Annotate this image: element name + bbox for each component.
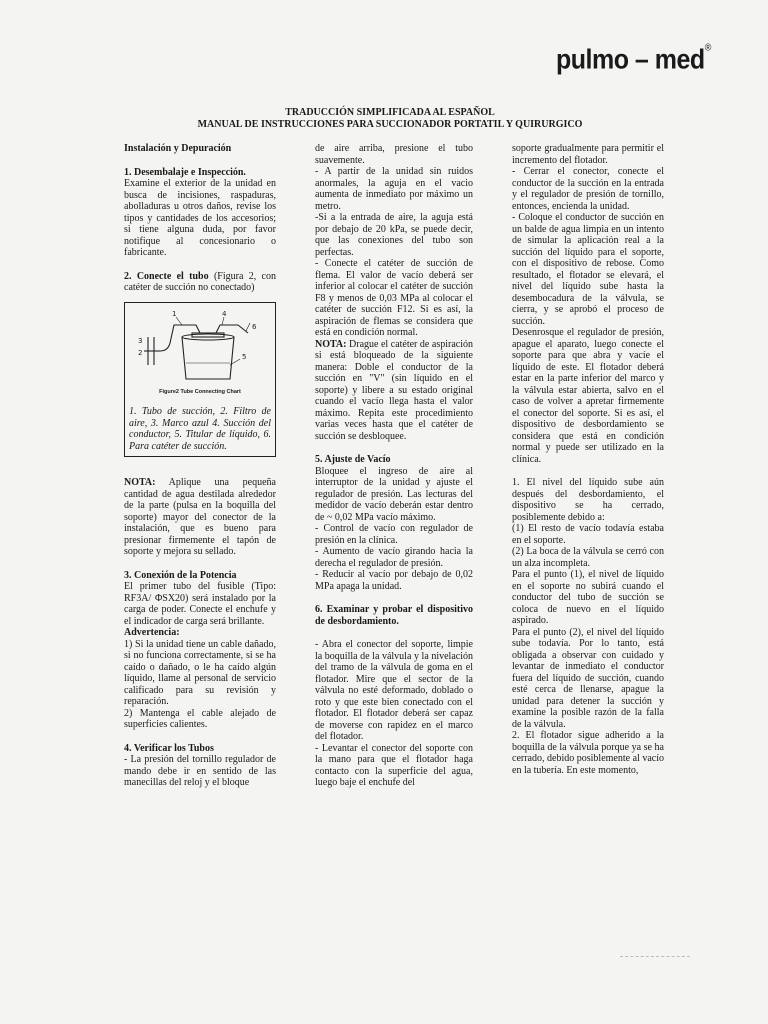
section-5-bullet-1: - Control de vacío con regulador de presión en la clínica. — [315, 523, 473, 546]
col2-para-2: - A partir de la unidad sin ruidos anormales, la aguja en el vacio aumenta de inmediato por máximo un metro. — [315, 166, 473, 212]
scan-artifact-line — [620, 956, 690, 959]
figure-legend: 1. Tubo de succión, 2. Filtro de aire, 3. Marco azul 4. Succión del conductor, 5. Titular de líquido, 6. Para catéter de succión. — [129, 406, 271, 452]
section-5-bullet-3: - Reducir al vacío por debajo de 0,02 MPa apaga la unidad. — [315, 569, 473, 592]
column-2 — [315, 143, 473, 789]
col2-note — [315, 339, 473, 443]
section-6-bullet-2: - Levantar el conector del soporte con la mano para que el flotador haga contacto con la superficie del agua, luego baje el enchufe del — [315, 742, 473, 788]
column-1 — [124, 143, 276, 789]
section-1-heading: 1. Desembalaje e Inspección. — [124, 166, 246, 178]
section-4-heading: 4. Verificar los Tubos — [124, 742, 214, 754]
title-line-1: TRADUCCIÓN SIMPLIFICADA AL ESPAÑOL — [285, 107, 495, 118]
fig-label-5: 5 — [242, 352, 247, 361]
col3-para-6: (1) El resto de vacío todavía estaba en el soporte. — [512, 523, 664, 546]
col3-para-9: Para el punto (2), el nivel del líquido sube todavía. Por lo tanto, está obligada a observar con cuidado y levantar de inmediato el conductor fuera del líquido de succión, cuando esté cerca de llenarse, apague la unidad para detener la succión y examine la posible razón de la falla de la válvula. — [512, 626, 664, 730]
brand-logo — [556, 41, 711, 76]
col2-para-4: - Conecte el catéter de succión de flema. El valor de vacío deberá ser inferior al colocar el catéter de succión F8 y menos de 0,03 MPa al colocar el catéter de succión F12. Si es así, la aspiración de flemas se considera que está en condición normal. — [315, 258, 473, 338]
fig-label-3: 3 — [138, 336, 143, 345]
col1-note-text: Aplique una pequeña cantidad de agua destilada alrededor de la parte (pulsa en la boquilla del soporte) mayor del conector de la instalación, que es bueno para presionar firmemente el tapón de soporte y mejora su sellado. — [124, 477, 276, 557]
document-title — [160, 107, 620, 131]
fig-label-2: 2 — [138, 348, 143, 357]
section-3-heading: 3. Conexión de la Potencia — [124, 569, 237, 581]
col3-para-5: 1. El nivel del líquido sube aún después del desbordamiento, el dispositivo se ha cerrado, posiblemente debido a: — [512, 477, 664, 523]
col3-para-8: Para el punto (1), el nivel de líquido en el soporte no subirá cuando el conductor del tubo de succión se coloca de nuevo en el líquido aspirado. — [512, 569, 664, 626]
section-5-text: Bloquee el ingreso de aire al interruptor de la unidad y ajuste el regulador de presión. Las lecturas del medidor de vacío deberán estar dentro de ~ 0,02 MPa vacío máximo. — [315, 465, 473, 523]
col1-note-heading: NOTA: — [124, 477, 156, 488]
warning-item-1: 1) Si la unidad tiene un cable dañado, si no funciona correctamente, si se ha caído o dañado, o le ha caído algún líquido, llame al personal de servicio calificado para su revisión y reparación. — [124, 638, 276, 707]
warning-item-2: 2) Mantenga el cable alejado de superficies calientes. — [124, 707, 276, 730]
warning-heading: Advertencia: — [124, 627, 180, 638]
section-6-heading: 6. Examinar y probar el dispositivo de desbordamiento. — [315, 604, 473, 627]
figure-caption: Figure2 Tube Connecting Chart — [159, 388, 241, 395]
col2-note-heading: NOTA: — [315, 338, 347, 350]
col2-note-text: Drague el catéter de aspiración si está bloqueado de la siguiente manera: Doble el conductor de la succión en "V" (sin líquido en el soporte) y libere a su estado original cuando el vacío llega hasta el valor máximo. Repita este procedimiento varias veces hasta que el catéter de succión se desbloquee. — [315, 338, 473, 442]
column-3 — [512, 143, 664, 776]
fig-label-4: 4 — [222, 309, 227, 318]
tube-connecting-diagram — [130, 307, 270, 385]
section-6-bullet-1: - Abra el conector del soporte, limpie la boquilla de la válvula y la nivelación del tramo de la válvula de goma en el flotador. Mire que el sector de la válvula no esté deformado, doblado o roto y que este bien conectado con el flotador. El flotador deberá ser capaz de moverse con rapidez en el marco del flotador. — [315, 639, 473, 742]
install-heading: Instalación y Depuración — [124, 143, 232, 154]
col3-para-2: - Cerrar el conector, conecte el conductor de la succión en la entrada y el regulador de presión de tornillo, entonces, encienda la unidad. — [512, 166, 664, 212]
fig-label-6: 6 — [252, 322, 257, 331]
col1-note — [124, 477, 276, 558]
title-line-2: MANUAL DE INSTRUCCIONES PARA SUCCIONADOR PORTATIL Y QUIRURGICO — [197, 119, 583, 130]
col3-para-4: Desenrosque el regulador de presión, apague el aparato, luego conecte el soporte para que abra y vacíe el líquido de este. El flotador deberá estar en la parte inferior del marco y la válvula estar abierta, salvo en el caso de volver a apretar firmemente el conector del soporte. Si es así, el dispositivo de desbordamiento se considera que está en condición normal y puede ser utilizado en la clínica. — [512, 327, 664, 465]
registered-mark: ® — [704, 41, 711, 53]
fig-label-1: 1 — [172, 309, 177, 318]
section-4-text: - La presión del tornillo regulador de mando debe ir en sentido de las manecillas del reloj y el bloque — [124, 754, 276, 788]
section-5-heading: 5. Ajuste de Vacío — [315, 454, 391, 465]
col2-para-3: -Si a la entrada de aire, la aguja está por debajo de 20 kPa, se puede decir, que las conexiones del tubo son perfectas. — [315, 212, 473, 258]
brand-logo-text: pulmo – med — [556, 44, 705, 76]
tube-connecting-figure — [124, 302, 276, 458]
section-1-text: Examine el exterior de la unidad en busca de incisiones, raspaduras, abolladuras u otros daños, revise los tipos y cantidades de los accesorios; si tiene alguna duda, por favor notifique al concesionario o fabricante. — [124, 178, 276, 258]
section-2-paragraph — [124, 271, 276, 294]
section-2-heading: 2. Conecte el tubo — [124, 270, 209, 282]
col2-para-1: de aire arriba, presione el tubo suavemente. — [315, 143, 473, 166]
col3-para-10: 2. El flotador sigue adherido a la boquilla de la válvula porque ya se ha cerrado, debido posiblemente al vacío en la tubería. En este momento, — [512, 730, 664, 776]
col3-para-7: (2) La boca de la válvula se cerró con un alza incompleta. — [512, 546, 664, 569]
col3-para-3: - Coloque el conductor de succión en un balde de agua limpia en un intento de simular la aplicación real a la succión del líquido para el soporte, con el dispositivo de rebose. Como resultado, el flotador se elevará, el nivel del líquido sube hasta la desembocadura de la válvula, se cierra, y se aprobó el proceso de succión. — [512, 212, 664, 327]
section-2-text: (Figura 2, con catéter de succión no conectado) — [124, 270, 276, 293]
section-3-text: El primer tubo del fusible (Tipo: RF3A/ ΦSX20) será instalado por la carga de poder. Conecte el enchufe y el indicador de carga será brillante. — [124, 581, 276, 627]
col3-para-1: soporte gradualmente para permitir el incremento del flotador. — [512, 143, 664, 166]
section-5-bullet-2: - Aumento de vacío girando hacia la derecha el regulador de presión. — [315, 546, 473, 569]
